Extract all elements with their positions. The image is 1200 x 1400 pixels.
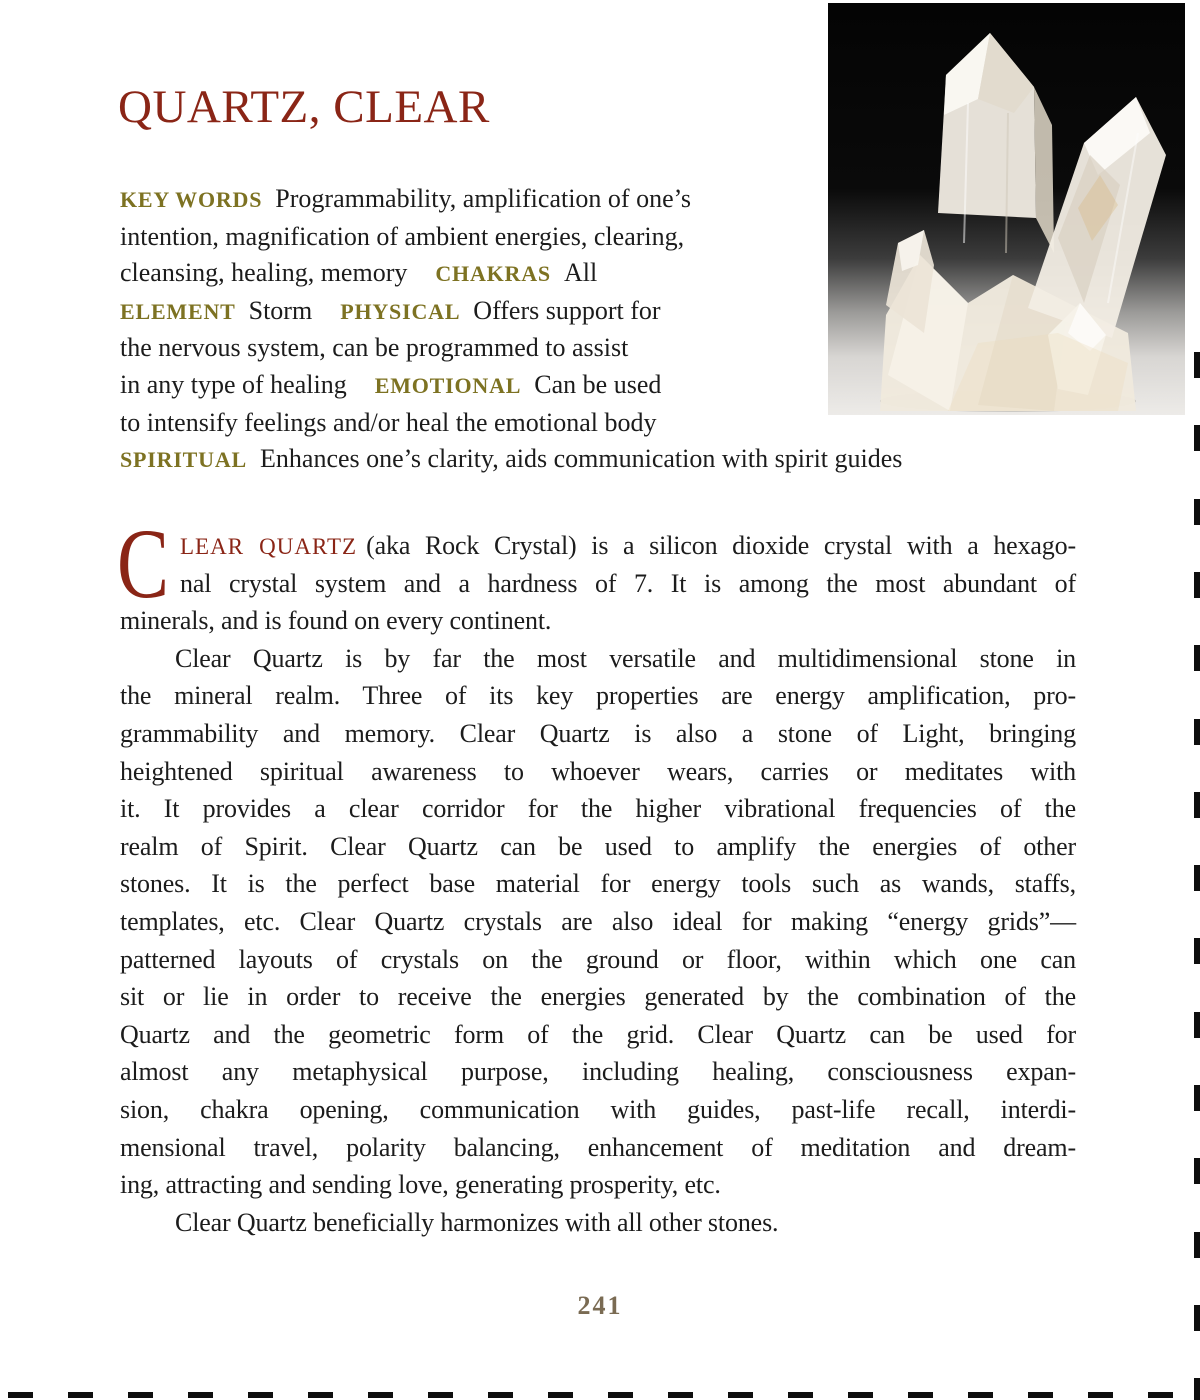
page-edge-mark bbox=[488, 1392, 513, 1398]
physical-value: the nervous system, can be programmed to assist bbox=[120, 333, 629, 363]
page-edge-mark bbox=[1194, 499, 1200, 525]
physical-value: Offers support for bbox=[473, 295, 661, 325]
spiritual-value: Enhances one’s clarity, aids communication with spirit guides bbox=[260, 444, 903, 474]
page-edge-mark bbox=[1194, 1232, 1200, 1258]
page-edge-mark bbox=[1194, 1305, 1200, 1331]
drop-cap: C bbox=[117, 508, 170, 619]
page-edge-mark bbox=[1194, 645, 1200, 671]
emotional-value: to intensify feelings and/or heal the emotional body bbox=[120, 407, 657, 437]
body-line: Clear Quartz beneficially harmonizes with all other stones. bbox=[175, 1207, 779, 1237]
page-edge-mark bbox=[668, 1392, 693, 1398]
body-line: Clear Quartz is by far the most versatile and multidimensional stone in bbox=[175, 643, 1076, 673]
opening-smallcaps: LEAR QUARTZ bbox=[180, 534, 358, 559]
page-edge-mark bbox=[1194, 865, 1200, 891]
body-text bbox=[120, 527, 1076, 1241]
page-number: 241 bbox=[577, 1291, 623, 1320]
page-edge-mark bbox=[308, 1392, 333, 1398]
body-line: grammability and memory. Clear Quartz is also a stone of Light, bringing bbox=[120, 718, 1076, 748]
body-line: mensional travel, polarity balancing, enhancement of meditation and dream- bbox=[120, 1132, 1076, 1162]
keywords-line bbox=[120, 405, 1110, 442]
physical-value: in any type of healing bbox=[120, 369, 347, 399]
body-line: sion, chakra opening, communication with guides, past-life recall, interdi- bbox=[120, 1094, 1076, 1124]
element-value: Storm bbox=[248, 295, 313, 325]
keywords-line bbox=[120, 255, 1110, 293]
body-line: minerals, and is found on every continent. bbox=[120, 606, 552, 636]
page-edge-mark bbox=[1194, 425, 1200, 451]
keywords-line bbox=[120, 219, 1110, 256]
page-edge-mark bbox=[968, 1392, 993, 1398]
page-edge-mark bbox=[68, 1392, 93, 1398]
page-edge-mark bbox=[128, 1392, 153, 1398]
page-edge-mark bbox=[188, 1392, 213, 1398]
physical-label: PHYSICAL bbox=[340, 298, 461, 324]
body-line: heightened spiritual awareness to whoever wears, carries or meditates with bbox=[120, 756, 1076, 786]
body-line: patterned layouts of crystals on the ground or floor, within which one can bbox=[120, 944, 1076, 974]
body-line: ing, attracting and sending love, generating prosperity, etc. bbox=[120, 1170, 721, 1200]
page-edge-mark bbox=[1148, 1392, 1173, 1398]
keywords-line bbox=[120, 330, 1110, 367]
body-line bbox=[120, 527, 1076, 565]
page-title: QUARTZ, CLEAR bbox=[118, 81, 490, 133]
body-line-text: (aka Rock Crystal) is a silicon dioxide crystal with a hexago- bbox=[366, 531, 1077, 560]
page-edge-mark bbox=[728, 1392, 753, 1398]
body-line: Quartz and the geometric form of the grid. Clear Quartz can be used for bbox=[120, 1019, 1076, 1049]
page-edge-mark bbox=[8, 1392, 33, 1398]
page-edge-mark bbox=[1194, 1158, 1200, 1184]
body-line: nal crystal system and a hardness of 7. It is among the most abundant of bbox=[180, 568, 1076, 598]
body-line: almost any metaphysical purpose, including healing, consciousness expan- bbox=[120, 1057, 1076, 1087]
emotional-value: Can be used bbox=[534, 369, 662, 399]
page-edge-mark bbox=[248, 1392, 273, 1398]
body-line: realm of Spirit. Clear Quartz can be used to amplify the energies of other bbox=[120, 831, 1076, 861]
key-words-value: Programmability, amplification of one’s bbox=[275, 184, 691, 213]
page-edge-mark bbox=[1194, 1012, 1200, 1038]
page-edge-mark bbox=[1194, 1378, 1200, 1400]
page-edge-mark bbox=[908, 1392, 933, 1398]
key-words-value: cleansing, healing, memory bbox=[120, 258, 408, 288]
key-words-value: intention, magnification of ambient energies, clearing, bbox=[120, 221, 685, 251]
page-edge-mark bbox=[788, 1392, 813, 1398]
page-edge-mark bbox=[1028, 1392, 1053, 1398]
page-edge-mark bbox=[1088, 1392, 1113, 1398]
page-edge-mark bbox=[1194, 792, 1200, 818]
body-line: the mineral realm. Three of its key properties are energy amplification, pro- bbox=[120, 681, 1076, 711]
body-line: sit or lie in order to receive the energies generated by the combination of the bbox=[120, 982, 1076, 1012]
page-edge-mark bbox=[1194, 1085, 1200, 1111]
body-line: stones. It is the perfect base material for energy tools such as wands, staffs, bbox=[120, 869, 1076, 899]
page-edge-mark bbox=[1194, 352, 1200, 378]
page-edge-mark bbox=[428, 1392, 453, 1398]
page-edge-mark bbox=[1194, 572, 1200, 598]
page-edge-mark bbox=[848, 1392, 873, 1398]
page-edge-mark bbox=[1194, 719, 1200, 745]
page-edge-mark bbox=[548, 1392, 573, 1398]
body-line: templates, etc. Clear Quartz crystals are also ideal for making “energy grids”— bbox=[120, 906, 1076, 936]
chakras-label: CHAKRAS bbox=[435, 261, 551, 287]
page-edge-mark bbox=[608, 1392, 633, 1398]
keywords-block bbox=[120, 181, 1110, 479]
page-edge-mark bbox=[1194, 938, 1200, 964]
keywords-line bbox=[120, 441, 1110, 479]
page-edge-mark bbox=[368, 1392, 393, 1398]
chakras-value: All bbox=[563, 258, 598, 288]
emotional-label: EMOTIONAL bbox=[374, 372, 522, 398]
keywords-line bbox=[120, 181, 1110, 219]
key-words-label: KEY WORDS bbox=[120, 187, 263, 212]
keywords-line bbox=[120, 367, 1110, 405]
spiritual-label: SPIRITUAL bbox=[120, 447, 248, 473]
keywords-line bbox=[120, 293, 1110, 331]
body-line: it. It provides a clear corridor for the higher vibrational frequencies of the bbox=[120, 794, 1076, 824]
element-label: ELEMENT bbox=[120, 298, 236, 324]
